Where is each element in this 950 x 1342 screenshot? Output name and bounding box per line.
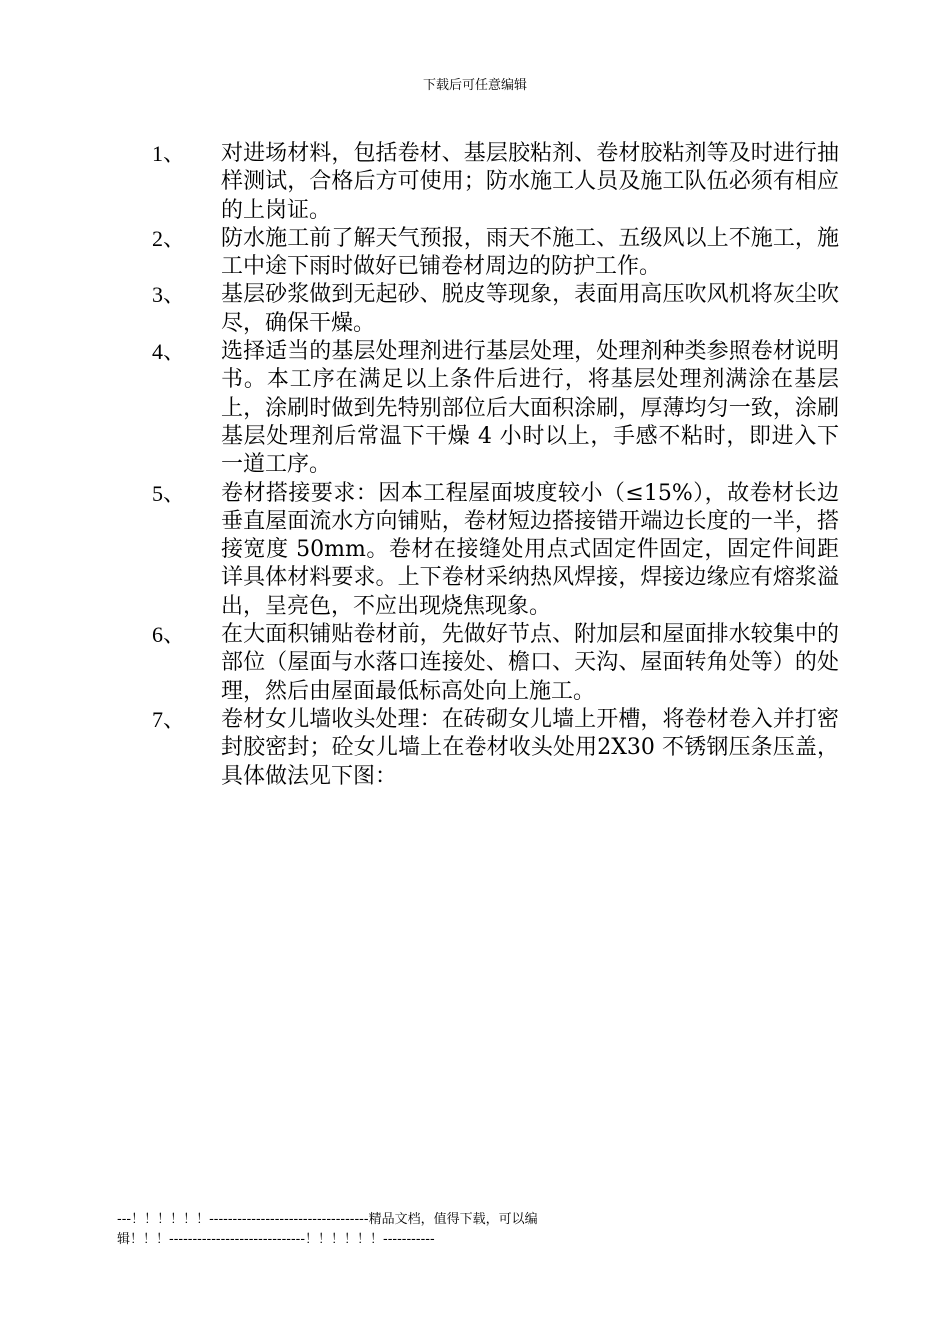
list-item-number: 1、 (152, 141, 186, 166)
list-item (0, 706, 950, 791)
list-item-text: 卷材女儿墙收头处理：在砖砌女儿墙上开槽，将卷材卷入并打密封胶密封；砼女儿墙上在卷材收头处用2X30 不锈钢压条压盖，具体做法见下图： (221, 706, 839, 789)
page-header: 下载后可任意编辑 (422, 78, 527, 93)
list-item (0, 225, 950, 282)
list-item-number: 6、 (152, 622, 186, 648)
footer-line: 辑！！！-----------------------------！！！！！！----------- (117, 1232, 435, 1247)
list-item (0, 140, 950, 225)
list-item-text: 防水施工前了解天气预报，雨天不施工、五级风以上不施工，施工中途下雨时做好已铺卷材周边的防护工作。 (221, 225, 839, 280)
list-item-number: 7、 (152, 706, 186, 732)
list-item-text: 选择适当的基层处理剂进行基层处理，处理剂种类参照卷材说明书。本工序在满足以上条件后进行，将基层处理剂满涂在基层上，涂刷时做到先特别部位后大面积涂刷，厚薄均匀一致，涂刷基层处理剂后常温下干燥 4 小时以上，手感不粘时，即进入下一道工序。 (221, 339, 839, 478)
footer-line: ---！！！！！！----------------------------------精品文档，值得下载，可以编 (117, 1212, 538, 1227)
list-item (0, 281, 950, 338)
page-footer (117, 1210, 657, 1250)
numbered-list (0, 140, 950, 791)
list-item-number: 5、 (152, 480, 186, 506)
list-item (0, 338, 950, 479)
list-item (0, 480, 950, 621)
list-item-number: 2、 (152, 225, 186, 251)
list-item (0, 621, 950, 706)
list-item-text: 对进场材料，包括卷材、基层胶粘剂、卷材胶粘剂等及时进行抽样测试，合格后方可使用；防水施工人员及施工队伍必须有相应的上岗证。 (221, 141, 839, 223)
list-item-number: 4、 (152, 339, 186, 365)
list-item-text: 在大面积铺贴卷材前，先做好节点、附加层和屋面排水较集中的部位（屋面与水落口连接处、檐口、天沟、屋面转角处等）的处理，然后由屋面最低标高处向上施工。 (221, 622, 839, 704)
list-item-text: 卷材搭接要求：因本工程屋面坡度较小（≤15%），故卷材长边垂直屋面流水方向铺贴，卷材短边搭接错开端边长度的一半，搭接宽度 50mm。卷材在接缝处用点式固定件固定，固定件间距详具体材料要求。上下卷材采纳热风焊接，焊接边缘应有熔浆溢出，呈亮色，不应出现烧焦现象。 (221, 480, 839, 619)
list-item-text: 基层砂浆做到无起砂、脱皮等现象，表面用高压吹风机将灰尘吹尽，确保干燥。 (221, 282, 839, 336)
list-item-number: 3、 (152, 282, 186, 308)
